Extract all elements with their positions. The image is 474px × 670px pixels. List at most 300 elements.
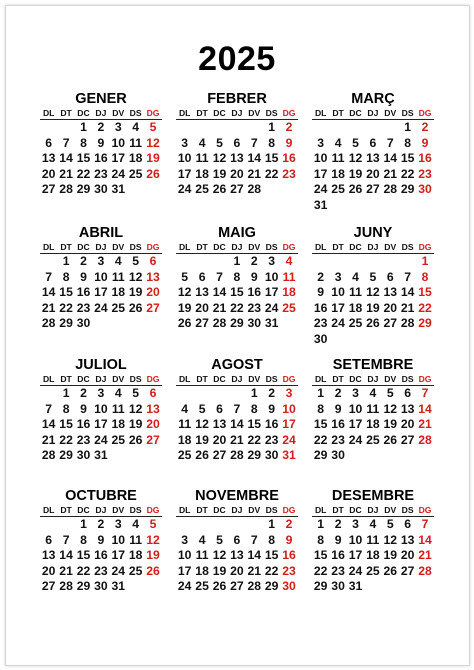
day: 20	[366, 166, 380, 181]
day: 10	[348, 401, 363, 416]
day: 6	[216, 401, 223, 416]
day: 18	[111, 417, 126, 431]
day: 9	[97, 135, 105, 150]
day: 7	[404, 269, 412, 284]
day: 13	[212, 417, 227, 431]
empty-cell	[57, 517, 74, 533]
weekday-header: DV	[110, 108, 127, 120]
weekday-header: DG	[280, 374, 297, 386]
day: 21	[41, 432, 56, 447]
day: 8	[62, 401, 70, 416]
weekday-header: DG	[416, 374, 433, 386]
weekday-header: DT	[329, 108, 346, 120]
day: 20	[41, 563, 56, 578]
empty-cell	[57, 120, 74, 136]
day: 8	[233, 269, 241, 284]
weekday-header: DL	[312, 505, 329, 517]
day: 27	[383, 316, 398, 330]
day: 11	[366, 532, 380, 547]
empty-cell	[382, 120, 399, 136]
day: 26	[128, 300, 143, 315]
weekday-header: DV	[246, 242, 263, 254]
empty-cell	[228, 120, 245, 136]
weekday-header: DC	[347, 242, 364, 254]
month-gener	[40, 91, 162, 198]
day: 14	[230, 417, 244, 431]
weekday-header: DT	[329, 374, 346, 386]
day: 1	[317, 517, 325, 531]
day: 13	[400, 532, 415, 547]
weekday-header: DL	[176, 374, 193, 386]
day: 19	[366, 300, 380, 315]
day: 8	[317, 401, 325, 416]
day: 28	[59, 182, 73, 196]
day: 23	[331, 432, 345, 447]
day: 16	[331, 417, 345, 431]
day: 30	[313, 331, 328, 346]
weekday-header: DV	[382, 374, 399, 386]
day: 7	[386, 135, 394, 150]
empty-cell	[211, 517, 228, 533]
day: 13	[195, 285, 209, 299]
day: 29	[59, 448, 73, 462]
month-octubre	[40, 488, 162, 595]
day: 4	[132, 517, 140, 531]
day: 30	[331, 579, 345, 593]
sunday-day: 19	[146, 151, 160, 165]
day: 25	[366, 432, 380, 447]
day: 13	[41, 548, 56, 562]
day: 12	[383, 401, 398, 416]
day: 8	[404, 135, 412, 150]
day: 5	[369, 269, 377, 284]
day: 14	[41, 285, 56, 299]
day: 2	[334, 517, 342, 531]
month-novembre	[176, 488, 298, 595]
month-name: ABRIL	[78, 225, 124, 241]
day: 16	[313, 300, 328, 315]
day: 23	[76, 432, 91, 447]
sunday-day: 14	[418, 401, 432, 416]
day: 16	[94, 548, 108, 562]
day: 20	[212, 432, 227, 447]
month-name: DESEMBRE	[331, 488, 415, 504]
day: 18	[195, 563, 209, 578]
empty-cell	[246, 120, 263, 136]
weekday-header: DV	[246, 505, 263, 517]
weekday-header: DT	[57, 505, 74, 517]
day: 19	[177, 300, 192, 315]
empty-cell	[40, 120, 57, 136]
weekday-header: DV	[110, 374, 127, 386]
weekday-header: DC	[347, 374, 364, 386]
day: 24	[94, 300, 108, 315]
month-name: OCTUBRE	[65, 488, 137, 504]
day: 25	[128, 166, 143, 181]
day: 29	[247, 448, 262, 462]
sunday-day: 18	[282, 285, 296, 299]
day: 21	[59, 563, 73, 578]
day: 2	[97, 120, 105, 134]
month-days-grid	[40, 374, 162, 464]
weekday-header: DS	[263, 108, 280, 120]
weekday-header: DG	[280, 108, 297, 120]
weekday-header: DV	[246, 108, 263, 120]
day: 26	[383, 432, 398, 447]
sunday-day: 4	[285, 254, 293, 268]
empty-cell	[40, 386, 57, 402]
day: 15	[264, 151, 279, 165]
day: 18	[366, 417, 380, 431]
day: 13	[400, 401, 415, 416]
day: 23	[264, 432, 279, 447]
day: 13	[366, 151, 380, 165]
day: 26	[348, 182, 363, 196]
day: 13	[230, 151, 244, 165]
weekday-header: DL	[312, 374, 329, 386]
day: 29	[76, 182, 91, 196]
weekday-header: DT	[193, 505, 210, 517]
day: 6	[233, 135, 241, 150]
day: 10	[348, 532, 363, 547]
day: 30	[264, 448, 279, 462]
day: 20	[41, 166, 56, 181]
day: 20	[195, 300, 209, 315]
day: 4	[369, 386, 377, 400]
day: 3	[181, 532, 189, 547]
day: 30	[247, 316, 262, 330]
day: 24	[264, 300, 279, 315]
day: 2	[317, 269, 325, 284]
day: 13	[383, 285, 398, 299]
day: 19	[383, 548, 398, 562]
day: 5	[386, 386, 394, 400]
weekday-header: DT	[57, 374, 74, 386]
day: 17	[111, 151, 126, 165]
day: 6	[45, 135, 53, 150]
weekday-header: DC	[75, 242, 92, 254]
day: 24	[348, 563, 363, 578]
day: 29	[230, 316, 244, 330]
day: 31	[264, 316, 279, 330]
day: 10	[94, 269, 108, 284]
day: 6	[198, 269, 206, 284]
sunday-day: 9	[421, 135, 429, 150]
weekday-header: DS	[263, 374, 280, 386]
empty-cell	[211, 254, 228, 270]
day: 22	[400, 166, 415, 181]
weekday-header: DV	[382, 108, 399, 120]
day: 4	[334, 135, 342, 150]
day: 5	[198, 401, 206, 416]
day: 11	[129, 135, 143, 150]
day: 22	[76, 166, 91, 181]
day: 7	[62, 532, 70, 547]
empty-cell	[329, 120, 346, 136]
day: 25	[128, 563, 143, 578]
day: 28	[41, 448, 56, 462]
weekday-header: DG	[144, 242, 161, 254]
day: 14	[212, 285, 227, 299]
day: 16	[76, 285, 91, 299]
weekday-header: DC	[211, 374, 228, 386]
day: 8	[268, 532, 276, 547]
weekday-header: DT	[329, 242, 346, 254]
day: 6	[404, 517, 412, 531]
sunday-day: 31	[282, 448, 296, 462]
day: 28	[41, 316, 56, 330]
sunday-day: 23	[418, 166, 432, 181]
empty-cell	[40, 254, 57, 270]
day: 9	[334, 532, 342, 547]
day: 28	[247, 182, 262, 196]
month-març	[312, 91, 434, 213]
weekday-header: DG	[144, 374, 161, 386]
sunday-day: 1	[421, 254, 429, 268]
day: 14	[59, 151, 73, 165]
day: 29	[76, 579, 91, 593]
day: 25	[331, 182, 345, 196]
weekday-header: DJ	[228, 108, 245, 120]
day: 19	[128, 417, 143, 431]
day: 27	[41, 579, 56, 593]
day: 24	[348, 432, 363, 447]
day: 22	[59, 300, 73, 315]
sunday-day: 23	[282, 166, 296, 181]
day: 1	[250, 386, 258, 400]
month-name: MAIG	[218, 225, 256, 241]
day: 17	[177, 166, 192, 181]
empty-cell	[228, 386, 245, 402]
day: 19	[128, 285, 143, 299]
day: 1	[268, 517, 276, 531]
weekday-header: DJ	[228, 374, 245, 386]
day: 31	[313, 197, 328, 212]
month-name: SETEMBRE	[332, 357, 414, 373]
sunday-day: 17	[282, 417, 296, 431]
sunday-day: 6	[149, 386, 157, 400]
weekday-header: DG	[416, 108, 433, 120]
empty-cell	[382, 254, 399, 270]
day: 16	[94, 151, 108, 165]
sunday-day: 27	[146, 300, 160, 315]
day: 5	[132, 386, 140, 400]
weekday-header: DL	[176, 108, 193, 120]
sunday-day: 7	[421, 517, 429, 531]
day: 21	[230, 432, 244, 447]
day: 14	[41, 417, 56, 431]
day: 4	[132, 120, 140, 134]
weekday-header: DC	[211, 505, 228, 517]
day: 25	[366, 563, 380, 578]
day: 19	[195, 432, 209, 447]
weekday-header: DG	[144, 108, 161, 120]
weekday-header: DG	[280, 242, 297, 254]
day: 26	[383, 563, 398, 578]
day: 29	[313, 579, 328, 593]
day: 25	[348, 316, 363, 330]
day: 27	[41, 182, 56, 196]
day: 21	[400, 300, 415, 315]
day: 30	[94, 182, 108, 196]
day: 22	[313, 563, 328, 578]
day: 12	[383, 532, 398, 547]
weekday-header: DL	[40, 242, 57, 254]
month-days-grid	[176, 242, 298, 332]
weekday-header: DT	[57, 108, 74, 120]
day: 9	[80, 401, 87, 416]
sunday-day: 5	[149, 120, 157, 134]
day: 12	[128, 269, 143, 284]
day: 25	[195, 182, 209, 196]
day: 27	[366, 182, 380, 196]
weekday-header: DT	[193, 374, 210, 386]
day: 1	[80, 120, 87, 134]
weekday-header: DL	[312, 242, 329, 254]
day: 24	[94, 432, 108, 447]
day: 19	[383, 417, 398, 431]
sunday-day: 5	[149, 517, 157, 531]
day: 3	[97, 386, 105, 400]
day: 31	[111, 579, 126, 593]
day: 7	[45, 269, 53, 284]
day: 15	[313, 417, 328, 431]
sunday-day: 6	[149, 254, 157, 268]
day: 7	[233, 401, 241, 416]
day: 5	[352, 135, 359, 150]
day: 15	[76, 151, 91, 165]
day: 26	[128, 432, 143, 447]
day: 26	[177, 316, 192, 330]
sunday-day: 11	[282, 269, 296, 284]
empty-cell	[193, 120, 210, 136]
empty-cell	[329, 254, 346, 270]
weekday-header: DG	[416, 242, 433, 254]
day: 26	[366, 316, 380, 330]
day: 3	[114, 120, 122, 134]
day: 31	[348, 579, 363, 593]
day: 16	[247, 285, 262, 299]
day: 25	[111, 432, 126, 447]
month-name: FEBRER	[207, 91, 267, 107]
day: 21	[383, 166, 398, 181]
sunday-day: 28	[418, 432, 432, 447]
day: 15	[247, 417, 262, 431]
month-abril	[40, 225, 162, 332]
day: 21	[41, 300, 56, 315]
weekday-header: DS	[263, 505, 280, 517]
day: 22	[230, 300, 244, 315]
day: 6	[45, 532, 53, 547]
month-days-grid	[312, 505, 434, 595]
day: 1	[80, 517, 87, 531]
day: 12	[212, 548, 227, 562]
day: 3	[97, 254, 105, 268]
sunday-day: 22	[418, 300, 432, 315]
weekday-header: DV	[110, 242, 127, 254]
month-name: GENER	[75, 91, 127, 107]
sunday-day: 16	[282, 151, 296, 165]
weekday-header: DT	[193, 108, 210, 120]
day: 17	[94, 285, 108, 299]
day: 1	[404, 120, 412, 134]
day: 19	[212, 166, 227, 181]
month-desembre	[312, 488, 434, 595]
sunday-day: 15	[418, 285, 432, 299]
weekday-header: DL	[40, 374, 57, 386]
day: 25	[177, 448, 192, 462]
weekday-header: DS	[127, 242, 144, 254]
day: 15	[400, 151, 415, 165]
day: 9	[80, 269, 87, 284]
day: 3	[268, 254, 276, 268]
day: 20	[383, 300, 398, 315]
day: 7	[250, 532, 258, 547]
sunday-day: 29	[418, 316, 432, 330]
weekday-header: DL	[176, 242, 193, 254]
day: 18	[128, 548, 143, 562]
sunday-day: 23	[282, 563, 296, 578]
day: 7	[216, 269, 223, 284]
empty-cell	[364, 120, 381, 136]
empty-cell	[312, 254, 329, 270]
weekday-header: DS	[127, 505, 144, 517]
weekday-header: DS	[399, 374, 416, 386]
sunday-day: 14	[418, 532, 432, 547]
day: 24	[111, 166, 126, 181]
day: 4	[198, 135, 206, 150]
weekday-header: DG	[144, 505, 161, 517]
day: 19	[212, 563, 227, 578]
day: 25	[111, 300, 126, 315]
day: 10	[177, 151, 192, 165]
day: 11	[111, 401, 125, 416]
day: 1	[233, 254, 241, 268]
empty-cell	[364, 254, 381, 270]
day: 28	[400, 316, 415, 330]
day: 4	[181, 401, 189, 416]
weekday-header: DC	[75, 505, 92, 517]
empty-cell	[211, 120, 228, 136]
weekday-header: DC	[211, 242, 228, 254]
empty-cell	[211, 386, 228, 402]
day: 30	[331, 448, 345, 462]
day: 30	[94, 579, 108, 593]
day: 10	[94, 401, 108, 416]
weekday-header: DJ	[228, 505, 245, 517]
sunday-day: 12	[146, 135, 160, 150]
month-febrer	[176, 91, 298, 198]
day: 17	[331, 300, 345, 315]
day: 22	[264, 563, 279, 578]
month-name: JULIOL	[75, 357, 127, 373]
sunday-day: 21	[418, 417, 432, 431]
weekday-header: DC	[211, 108, 228, 120]
day: 12	[195, 417, 209, 431]
weekday-header: DJ	[92, 505, 109, 517]
day: 21	[247, 563, 262, 578]
day: 12	[212, 151, 227, 165]
day: 18	[331, 166, 345, 181]
month-days-grid	[176, 374, 298, 464]
sunday-day: 16	[418, 151, 432, 165]
day: 26	[195, 448, 209, 462]
day: 11	[195, 548, 209, 562]
sunday-day: 21	[418, 548, 432, 562]
day: 24	[313, 182, 328, 196]
day: 15	[59, 285, 73, 299]
day: 18	[128, 151, 143, 165]
